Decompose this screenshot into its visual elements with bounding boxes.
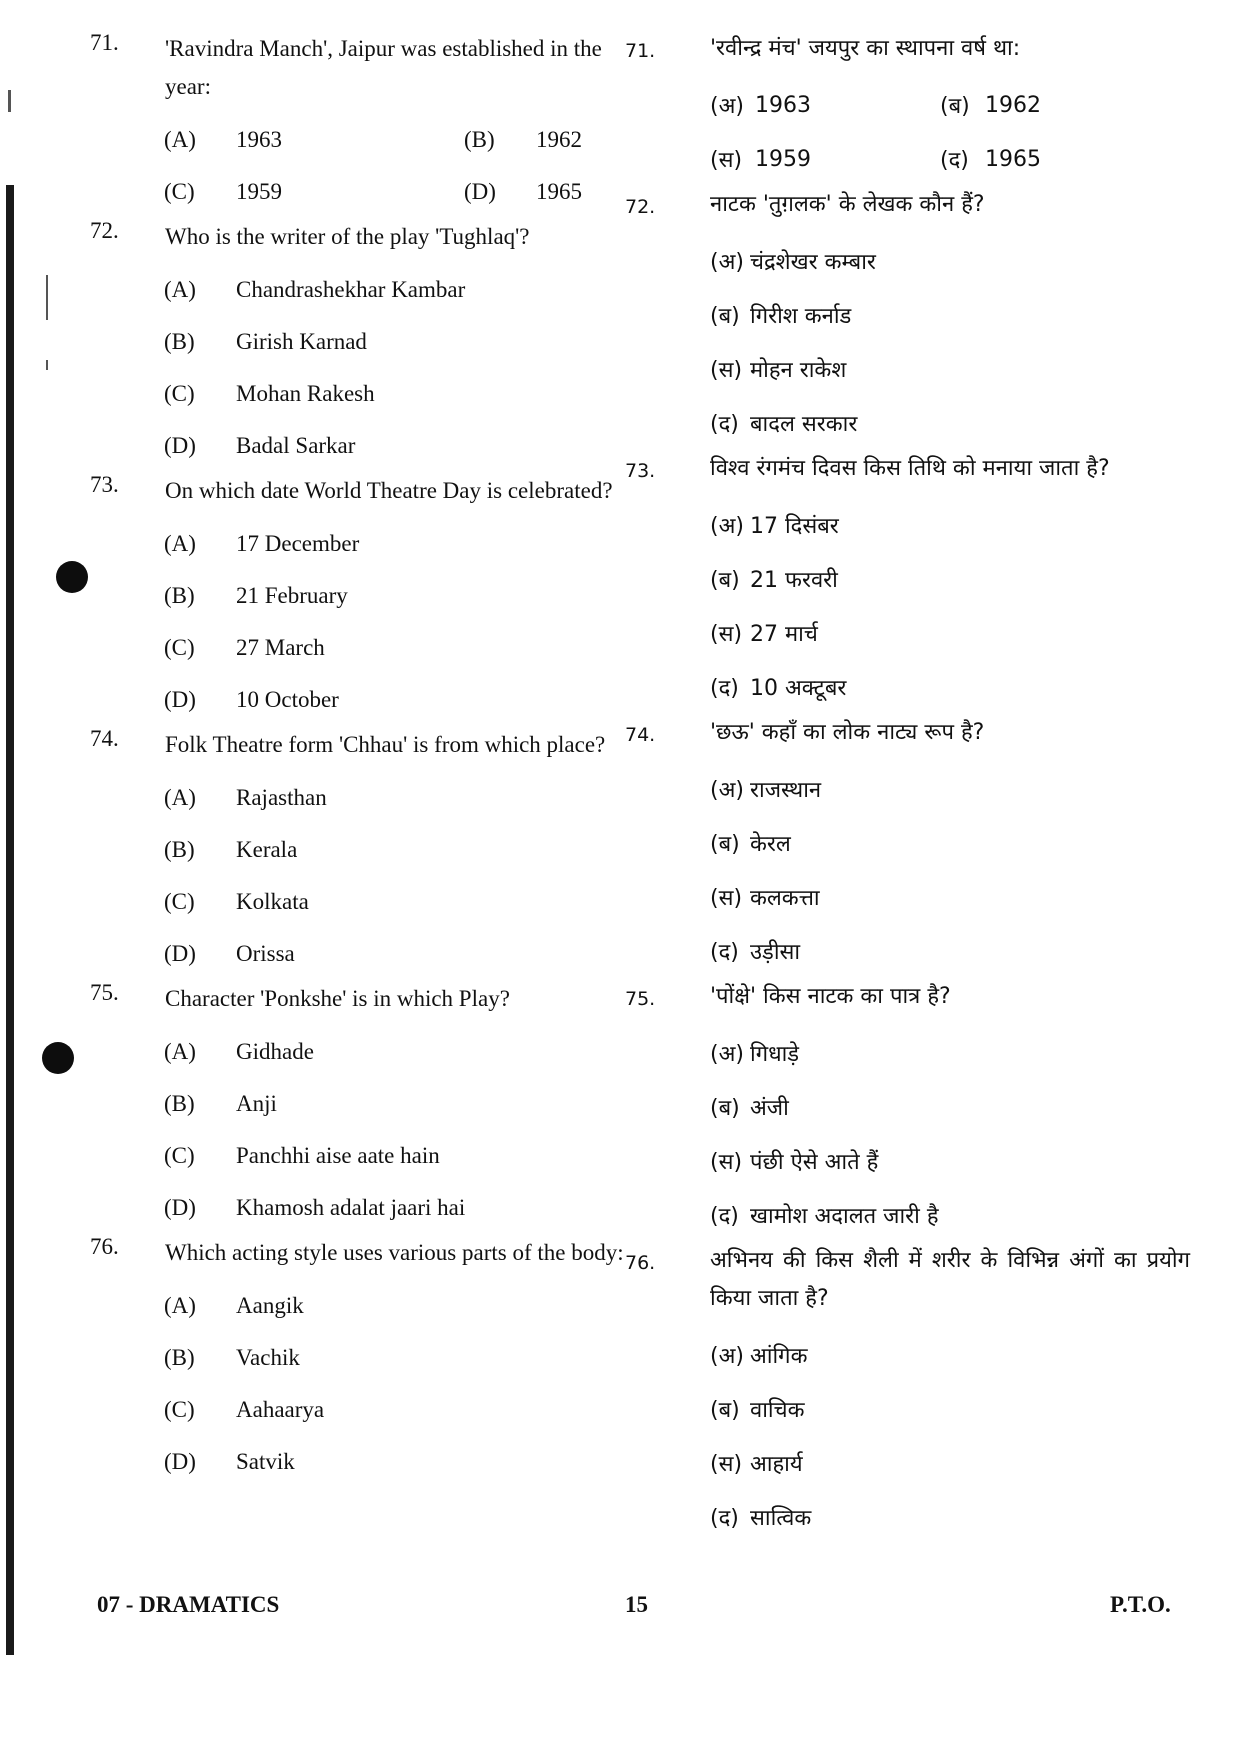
- option-a: [630, 498, 1190, 552]
- question-number: 71.: [625, 40, 656, 62]
- option-text: पंछी ऐसे आते हैं: [750, 1150, 879, 1175]
- question-number: 72.: [90, 218, 119, 243]
- question-73-hi: [625, 450, 1190, 714]
- option-c: [630, 342, 1190, 396]
- option-text: 27 March: [236, 635, 325, 660]
- option-label: (ब): [940, 94, 970, 119]
- option-label: (स): [710, 1150, 743, 1175]
- option-label: (B): [164, 1345, 195, 1370]
- option-a: [88, 1280, 633, 1332]
- question-text: विश्व रंगमंच दिवस किस तिथि को मनाया जाता है?: [710, 456, 1110, 481]
- option-label: (C): [164, 1143, 195, 1168]
- option-label: (A): [164, 277, 196, 302]
- option-label: (D): [164, 941, 196, 966]
- option-label: (D): [164, 687, 196, 712]
- option-b: [630, 1080, 1190, 1134]
- option-text: Kolkata: [236, 889, 309, 914]
- option-text: Rajasthan: [236, 785, 327, 810]
- option-b: [88, 824, 633, 876]
- option-text: Anji: [236, 1091, 277, 1116]
- option-c: [630, 1134, 1190, 1188]
- option-c: [88, 368, 633, 420]
- option-label: (C): [164, 635, 195, 660]
- option-a: [164, 114, 464, 166]
- option-label: (ब): [710, 568, 740, 593]
- option-text: चंद्रशेखर कम्बार: [750, 250, 876, 275]
- option-text: कलकत्ता: [750, 886, 820, 911]
- option-label: (B): [164, 583, 195, 608]
- scan-mark: [46, 360, 48, 370]
- question-text: अभिनय की किस शैली में शरीर के विभिन्न अंगों का प्रयोग किया जाता है?: [710, 1248, 1190, 1311]
- question-number: 75.: [625, 988, 656, 1010]
- option-b: [88, 316, 633, 368]
- option-d: [630, 1490, 1190, 1544]
- option-text: उड़ीसा: [750, 940, 801, 965]
- question-number: 74.: [90, 726, 119, 751]
- question-number: 73.: [625, 460, 656, 482]
- option-label: (द): [710, 940, 739, 965]
- option-label: (C): [164, 889, 195, 914]
- option-text: 17 दिसंबर: [750, 514, 839, 539]
- option-label: (A): [164, 127, 196, 152]
- option-label: (द): [710, 1506, 739, 1531]
- option-label: (स): [710, 886, 743, 911]
- option-label: (अ): [710, 1344, 744, 1369]
- option-label: (द): [710, 676, 739, 701]
- option-label: (B): [464, 127, 495, 152]
- option-a: [88, 264, 633, 316]
- option-a: [630, 762, 1190, 816]
- option-b: [630, 1382, 1190, 1436]
- option-label: (D): [164, 433, 196, 458]
- option-a: [88, 518, 633, 570]
- pto-label: P.T.O.: [1110, 1592, 1171, 1617]
- option-d: [940, 132, 1170, 186]
- option-text: 10 October: [236, 687, 339, 712]
- option-text: 1959: [755, 146, 811, 172]
- option-label: (अ): [710, 250, 744, 275]
- option-label: (अ): [710, 94, 744, 119]
- option-text: 1959: [236, 179, 282, 204]
- scan-mark: [46, 275, 48, 320]
- option-c: [164, 166, 464, 218]
- option-label: (ब): [710, 1398, 740, 1423]
- option-label: (A): [164, 785, 196, 810]
- option-label: (द): [710, 412, 739, 437]
- option-label: (ब): [710, 832, 740, 857]
- option-text: Aahaarya: [236, 1397, 325, 1422]
- scan-mark: [8, 90, 11, 112]
- option-text: Khamosh adalat jaari hai: [236, 1195, 466, 1220]
- question-text: 'Ravindra Manch', Jaipur was established in the year:: [165, 36, 602, 99]
- option-label: (D): [464, 179, 496, 204]
- option-text: Kerala: [236, 837, 298, 862]
- question-number: 71.: [90, 30, 119, 55]
- option-label: (A): [164, 1039, 196, 1064]
- question-number: 74.: [625, 724, 656, 746]
- option-label: (A): [164, 531, 196, 556]
- option-text: गिरीश कर्नाड: [750, 304, 852, 329]
- question-text: 'रवीन्द्र मंच' जयपुर का स्थापना वर्ष था:: [710, 36, 1021, 61]
- option-d: [88, 674, 633, 726]
- page-number: 15: [625, 1592, 648, 1617]
- option-label: (अ): [710, 1042, 744, 1067]
- question-text: Character 'Ponkshe' is in which Play?: [165, 986, 510, 1011]
- question-72: [88, 218, 633, 472]
- option-text: Gidhade: [236, 1039, 314, 1064]
- option-text: सात्विक: [750, 1506, 812, 1531]
- option-text: खामोश अदालत जारी है: [750, 1204, 939, 1229]
- subject-code: 07 - DRAMATICS: [97, 1592, 280, 1617]
- punch-hole-dot: [56, 561, 88, 593]
- option-c: [88, 876, 633, 928]
- option-label: (D): [164, 1449, 196, 1474]
- option-text: 10 अक्टूबर: [750, 676, 847, 701]
- option-b: [940, 78, 1170, 132]
- option-text: Satvik: [236, 1449, 295, 1474]
- option-text: अंजी: [750, 1096, 789, 1121]
- option-label: (C): [164, 179, 195, 204]
- option-text: वाचिक: [750, 1398, 805, 1423]
- option-c: [710, 132, 940, 186]
- option-label: (A): [164, 1293, 196, 1318]
- option-label: (B): [164, 837, 195, 862]
- question-76-hi: [625, 1242, 1190, 1544]
- option-a: [630, 1328, 1190, 1382]
- option-d: [88, 928, 633, 980]
- option-label: (अ): [710, 514, 744, 539]
- option-text: राजस्थान: [750, 778, 822, 803]
- question-72-hi: [625, 186, 1190, 450]
- option-text: Aangik: [236, 1293, 304, 1318]
- option-d: [88, 1436, 633, 1488]
- option-label: (C): [164, 1397, 195, 1422]
- option-label: (D): [164, 1195, 196, 1220]
- option-text: Badal Sarkar: [236, 433, 356, 458]
- option-label: (ब): [710, 304, 740, 329]
- option-text: 21 फरवरी: [750, 568, 838, 593]
- option-d: [88, 420, 633, 472]
- option-text: Orissa: [236, 941, 295, 966]
- question-number: 75.: [90, 980, 119, 1005]
- option-label: (स): [710, 1452, 743, 1477]
- option-b: [630, 288, 1190, 342]
- english-column: [88, 30, 633, 1488]
- question-text: Which acting style uses various parts of the body:: [165, 1240, 624, 1265]
- hindi-column: [625, 30, 1190, 1544]
- option-text: 27 मार्च: [750, 622, 818, 647]
- question-number: 76.: [90, 1234, 119, 1259]
- option-c: [88, 1130, 633, 1182]
- option-text: Chandrashekhar Kambar: [236, 277, 466, 302]
- option-a: [630, 1026, 1190, 1080]
- option-c: [630, 606, 1190, 660]
- option-text: 17 December: [236, 531, 360, 556]
- option-b: [88, 1078, 633, 1130]
- question-74: [88, 726, 633, 980]
- question-text: नाटक 'तुग़लक' के लेखक कौन हैं?: [710, 192, 985, 217]
- question-71: [88, 30, 633, 218]
- scan-edge-bar: [6, 185, 14, 1655]
- option-text: Panchhi aise aate hain: [236, 1143, 440, 1168]
- question-number: 72.: [625, 196, 656, 218]
- option-text: 21 February: [236, 583, 348, 608]
- option-text: आंगिक: [750, 1344, 808, 1369]
- question-text: On which date World Theatre Day is celebrated?: [165, 478, 613, 503]
- question-75: [88, 980, 633, 1234]
- option-text: बादल सरकार: [750, 412, 858, 437]
- option-label: (स): [710, 148, 743, 173]
- option-text: केरल: [750, 832, 791, 857]
- option-c: [630, 870, 1190, 924]
- option-text: Vachik: [236, 1345, 300, 1370]
- option-label: (C): [164, 381, 195, 406]
- option-label: (B): [164, 1091, 195, 1116]
- option-label: (ब): [710, 1096, 740, 1121]
- option-label: (B): [164, 329, 195, 354]
- question-71-hi: [625, 30, 1190, 186]
- question-75-hi: [625, 978, 1190, 1242]
- option-label: (स): [710, 358, 743, 383]
- option-c: [630, 1436, 1190, 1490]
- question-73: [88, 472, 633, 726]
- option-b: [88, 1332, 633, 1384]
- option-a: [88, 1026, 633, 1078]
- punch-hole-dot: [42, 1042, 74, 1074]
- question-text: 'पोंक्षे' किस नाटक का पात्र है?: [710, 984, 951, 1009]
- question-76: [88, 1234, 633, 1488]
- question-text: 'छऊ' कहाँ का लोक नाट्य रूप है?: [710, 720, 985, 745]
- option-label: (अ): [710, 778, 744, 803]
- option-text: 1963: [755, 92, 811, 118]
- option-b: [630, 552, 1190, 606]
- option-label: (द): [710, 1204, 739, 1229]
- option-c: [88, 622, 633, 674]
- option-text: Mohan Rakesh: [236, 381, 375, 406]
- question-text: Who is the writer of the play 'Tughlaq'?: [165, 224, 530, 249]
- option-text: मोहन राकेश: [750, 358, 847, 383]
- option-text: 1965: [985, 146, 1041, 172]
- option-a: [710, 78, 940, 132]
- option-label: (द): [940, 148, 969, 173]
- option-a: [88, 772, 633, 824]
- question-number: 73.: [90, 472, 119, 497]
- option-text: आहार्य: [750, 1452, 803, 1477]
- question-text: Folk Theatre form 'Chhau' is from which place?: [165, 732, 606, 757]
- option-text: 1962: [536, 127, 582, 152]
- option-d: [630, 660, 1190, 714]
- option-text: Girish Karnad: [236, 329, 367, 354]
- option-label: (स): [710, 622, 743, 647]
- option-b: [88, 570, 633, 622]
- question-74-hi: [625, 714, 1190, 978]
- option-b: [630, 816, 1190, 870]
- question-number: 76.: [625, 1252, 656, 1274]
- option-text: 1962: [985, 92, 1041, 118]
- option-d: [630, 396, 1190, 450]
- option-text: गिधाड़े: [750, 1042, 800, 1067]
- option-d: [88, 1182, 633, 1234]
- option-c: [88, 1384, 633, 1436]
- option-text: 1965: [536, 179, 582, 204]
- option-d: [630, 924, 1190, 978]
- option-text: 1963: [236, 127, 282, 152]
- option-d: [630, 1188, 1190, 1242]
- option-a: [630, 234, 1190, 288]
